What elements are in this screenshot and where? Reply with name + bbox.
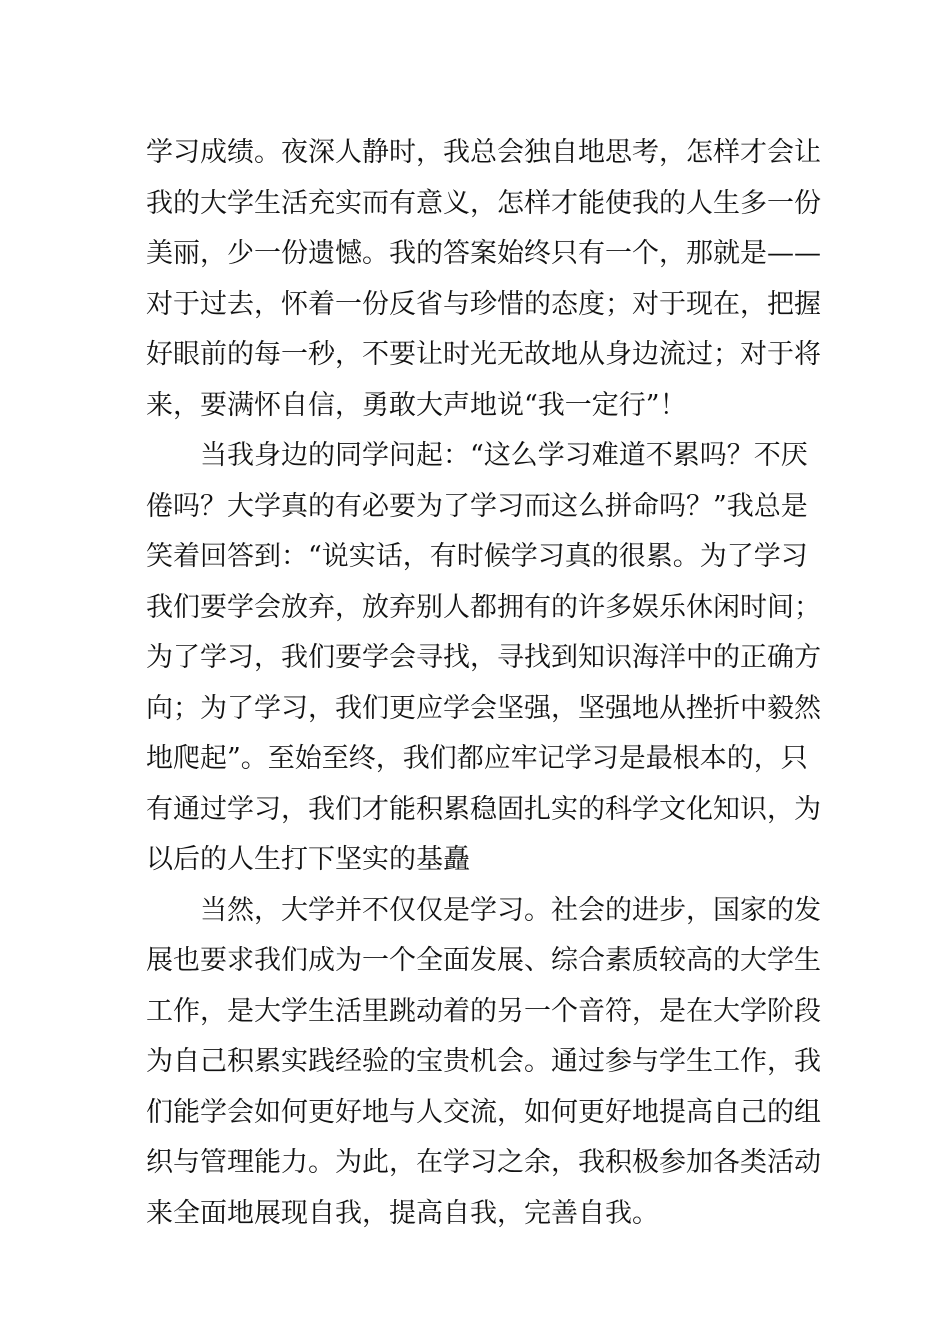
paragraph-line: 以后的人生打下坚实的基矗 [146, 844, 470, 875]
paragraph-line: 地爬起”。至始至终，我们都应牢记学习是最根本的，只 [146, 743, 808, 774]
paragraph-line: 当然，大学并不仅仅是学习。社会的进步，国家的发 [200, 894, 821, 926]
paragraph-line: 向；为了学习，我们更应学会坚强，坚强地从挫折中毅然 [146, 692, 821, 724]
paragraph-line: 工作，是大学生活里跳动着的另一个音符，是在大学阶段 [146, 995, 821, 1027]
paragraph-line: 来全面地展现自我，提高自我，完善自我。 [146, 1197, 659, 1229]
paragraph-line: 美丽，少一份遗憾。我的答案始终只有一个，那就是—— [146, 238, 821, 269]
body-text [146, 128, 821, 1239]
paragraph-line: 我的大学生活充实而有意义，怎样才能使我的人生多一份 [146, 187, 821, 219]
paragraph-line: 我们要学会放弃，放弃别人都拥有的许多娱乐休闲时间； [146, 591, 821, 623]
paragraph-line: 有通过学习，我们才能积累稳固扎实的科学文化知识，为 [146, 793, 821, 825]
paragraph-line: 织与管理能力。为此，在学习之余，我积极参加各类活动 [146, 1147, 821, 1178]
paragraph-line: 倦吗？大学真的有必要为了学习而这么拼命吗？”我总是 [146, 490, 808, 522]
paragraph-line: 为自己积累实践经验的宝贵机会。通过参与学生工作，我 [146, 1046, 821, 1077]
paragraph-line: 展也要求我们成为一个全面发展、综合素质较高的大学生 [146, 945, 821, 976]
paragraph-line: 对于过去，怀着一份反省与珍惜的态度；对于现在，把握 [146, 288, 821, 320]
paragraph-line: 来，要满怀自信，勇敢大声地说“我一定行”！ [146, 389, 687, 421]
paragraph-line: 当我身边的同学问起：“这么学习难道不累吗？不厌 [200, 440, 808, 471]
paragraph-3 [146, 886, 821, 1240]
paragraph-2 [146, 431, 821, 886]
paragraph-line: 好眼前的每一秒，不要让时光无故地从身边流过；对于将 [146, 339, 821, 370]
paragraph-line: 为了学习，我们要学会寻找，寻找到知识海洋中的正确方 [146, 642, 821, 673]
paragraph-1 [146, 128, 821, 431]
paragraph-line: 笑着回答到：“说实话，有时候学习真的很累。为了学习 [146, 541, 808, 572]
paragraph-line: 学习成绩。夜深人静时，我总会独自地思考，怎样才会让 [146, 137, 821, 168]
paragraph-line: 们能学会如何更好地与人交流，如何更好地提高自己的组 [146, 1096, 821, 1128]
